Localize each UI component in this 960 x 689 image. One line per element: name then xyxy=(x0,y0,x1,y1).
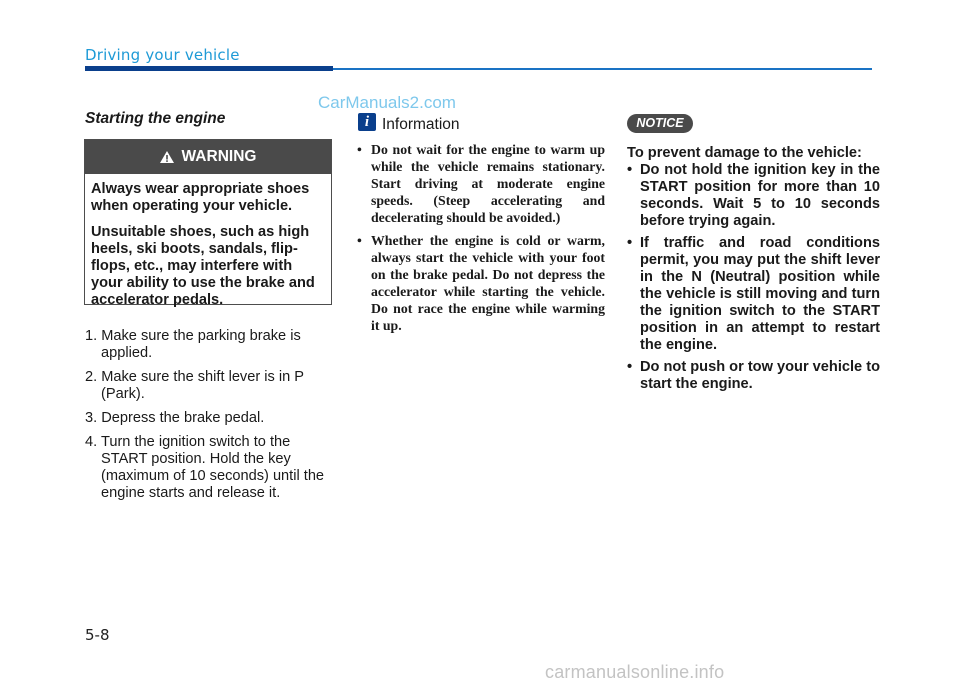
step-item: 4. Turn the ignition switch to the START position. Hold the key (maximum of 10 seconds) until the engine starts and release it. xyxy=(85,434,325,501)
watermark-bottom: carmanualsonline.info xyxy=(545,662,725,682)
notice-text: Do not push or tow your vehicle to start the engine. xyxy=(640,359,880,392)
info-icon: i xyxy=(358,113,376,131)
bullet-icon: • xyxy=(357,142,362,157)
information-item xyxy=(355,141,605,226)
warning-header xyxy=(85,140,331,174)
notice-item xyxy=(627,162,880,230)
notice-text: Do not hold the ignition key in the START position for more than 10 seconds. Wait 5 to 10 seconds before trying again. xyxy=(640,162,880,229)
section-heading: Starting the engine xyxy=(85,110,226,127)
information-title: Information xyxy=(382,116,460,133)
warning-body xyxy=(85,174,331,309)
header-rule-thick xyxy=(85,66,333,71)
bullet-icon: • xyxy=(627,162,633,178)
information-text: Do not wait for the engine to warm up while the vehicle remains stationary. Start driving at moderate engine speeds. (Steep accelerating and decelerating should be avoided.) xyxy=(371,142,605,225)
warning-label: WARNING xyxy=(181,148,257,165)
step-item: 3. Depress the brake pedal. xyxy=(85,410,265,426)
warning-paragraph: Always wear appropriate shoes when operating your vehicle. xyxy=(91,181,310,214)
information-list xyxy=(355,141,605,340)
bullet-icon: • xyxy=(627,359,633,375)
section-title: Driving your vehicle xyxy=(85,46,240,64)
notice-text: If traffic and road conditions permit, you may put the shift lever in the N (Neutral) position while the vehicle is still moving and turn the ignition switch to the START position in an attempt to restart the engine. xyxy=(640,235,880,353)
notice-badge: NOTICE xyxy=(627,114,693,133)
warning-triangle-icon xyxy=(160,151,174,163)
watermark-top: CarManuals2.com xyxy=(318,93,456,112)
step-item: 1. Make sure the parking brake is applied. xyxy=(85,328,301,361)
warning-paragraph: Unsuitable shoes, such as high heels, ski boots, sandals, flip-flops, etc., may interfere with your ability to use the brake and accelerator pedals. xyxy=(91,224,315,308)
warning-box xyxy=(84,139,332,308)
information-item xyxy=(355,232,605,334)
information-text: Whether the engine is cold or warm, always start the vehicle with your foot on the brake pedal. Do not depress the accelerator while starting the vehicle. Do not race the engine while warming it up. xyxy=(371,233,605,333)
notice-intro: To prevent damage to the vehicle: xyxy=(627,145,862,161)
header-rule-thin xyxy=(333,68,872,70)
notice-list xyxy=(627,162,880,398)
page-number: 5-8 xyxy=(85,626,110,644)
notice-item xyxy=(627,235,880,354)
bullet-icon: • xyxy=(357,233,362,248)
bullet-icon: • xyxy=(627,235,633,251)
step-item: 2. Make sure the shift lever is in P (Park). xyxy=(85,369,304,402)
notice-item xyxy=(627,359,880,393)
starting-steps-list xyxy=(85,328,337,509)
